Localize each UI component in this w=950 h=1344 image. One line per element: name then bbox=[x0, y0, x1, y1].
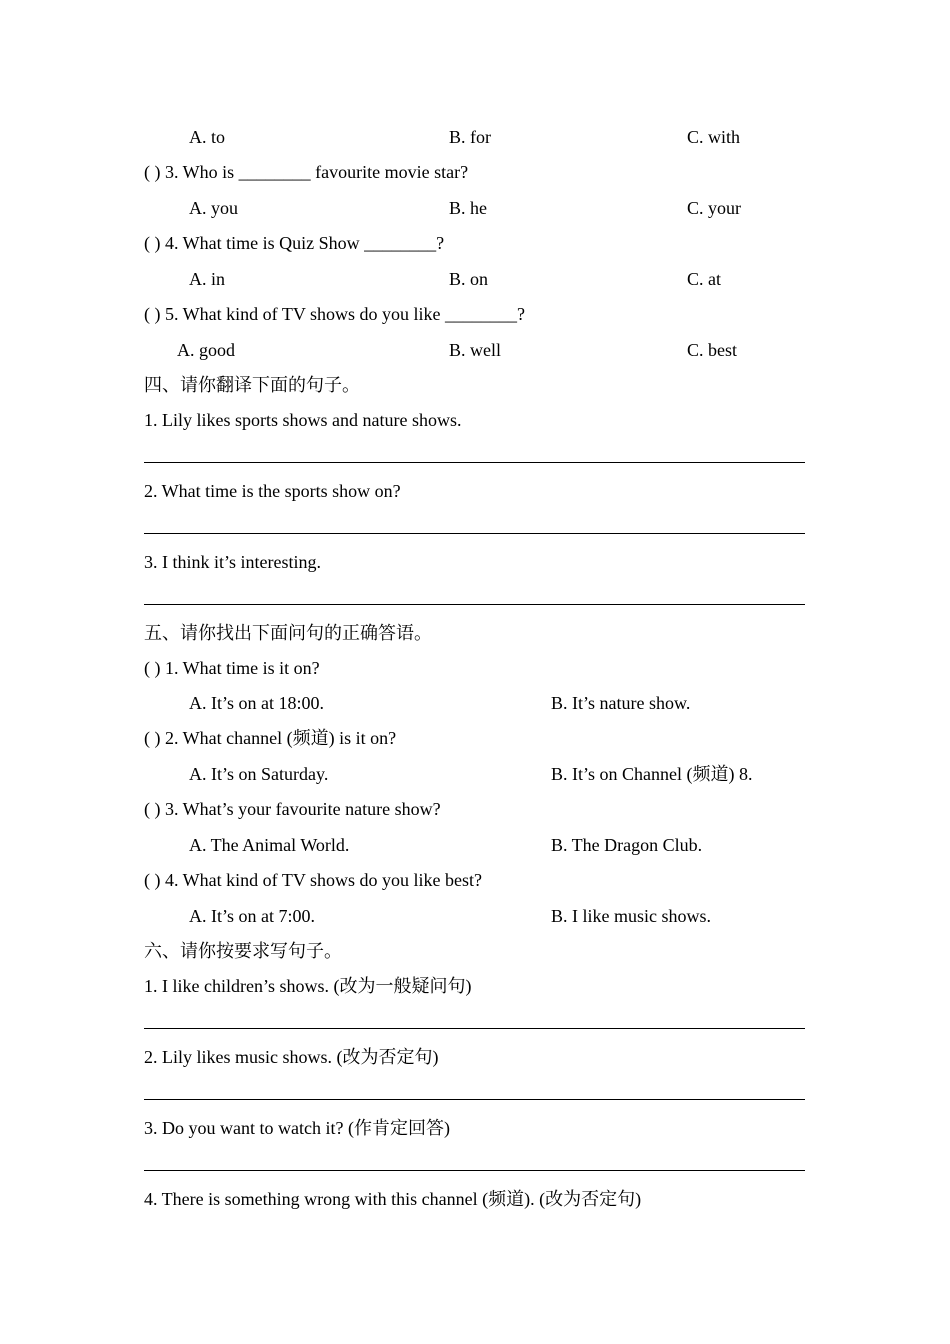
section-5-heading: 五、请你找出下面问句的正确答语。 bbox=[144, 623, 432, 643]
q4-option-b: B. on bbox=[449, 269, 489, 289]
q3-option-b: B. he bbox=[449, 198, 487, 218]
q2-option-a: A. to bbox=[189, 127, 225, 147]
answer-line[interactable] bbox=[144, 1170, 805, 1171]
answer-blank[interactable]: ( ) bbox=[144, 162, 161, 182]
q4-line bbox=[144, 232, 444, 254]
q5-option-b: B. well bbox=[449, 340, 501, 360]
match-1-option-b: B. It’s nature show. bbox=[551, 693, 691, 713]
match-question-4 bbox=[144, 869, 482, 891]
translate-item-3: 3. I think it’s interesting. bbox=[144, 552, 321, 572]
answer-blank[interactable]: ( ) bbox=[144, 728, 161, 748]
question-text: 2. What channel (频道) is it on? bbox=[165, 728, 397, 748]
section-6-heading: 六、请你按要求写句子。 bbox=[144, 941, 342, 961]
translate-item-1: 1. Lily likes sports shows and nature shows. bbox=[144, 410, 462, 430]
q3-line bbox=[144, 161, 468, 183]
rewrite-item-4: 4. There is something wrong with this channel (频道). (改为否定句) bbox=[144, 1189, 642, 1209]
answer-line[interactable] bbox=[144, 1099, 805, 1100]
q4-option-c: C. at bbox=[687, 269, 721, 289]
answer-blank[interactable]: ( ) bbox=[144, 304, 161, 324]
match-3-option-b: B. The Dragon Club. bbox=[551, 835, 703, 855]
q2-option-c: C. with bbox=[687, 127, 741, 147]
rewrite-item-3: 3. Do you want to watch it? (作肯定回答) bbox=[144, 1118, 450, 1138]
q5-line bbox=[144, 303, 525, 325]
match-2-option-a: A. It’s on Saturday. bbox=[189, 764, 329, 784]
q3-option-c: C. your bbox=[687, 198, 741, 218]
match-question-3 bbox=[144, 798, 441, 820]
section-4-heading: 四、请你翻译下面的句子。 bbox=[144, 375, 360, 395]
answer-blank[interactable]: ( ) bbox=[144, 658, 161, 678]
match-question-2 bbox=[144, 727, 396, 749]
q3-text: 3. Who is ________ favourite movie star? bbox=[165, 162, 469, 182]
match-3-option-a: A. The Animal World. bbox=[189, 835, 350, 855]
q4-text: 4. What time is Quiz Show ________? bbox=[165, 233, 445, 253]
rewrite-item-2: 2. Lily likes music shows. (改为否定句) bbox=[144, 1047, 439, 1067]
match-1-option-a: A. It’s on at 18:00. bbox=[189, 693, 324, 713]
q2-option-b: B. for bbox=[449, 127, 491, 147]
q5-option-a: A. good bbox=[177, 340, 235, 360]
question-text: 4. What kind of TV shows do you like best? bbox=[165, 870, 482, 890]
q4-option-a: A. in bbox=[189, 269, 225, 289]
answer-blank[interactable]: ( ) bbox=[144, 233, 161, 253]
answer-line[interactable] bbox=[144, 604, 805, 605]
q3-option-a: A. you bbox=[189, 198, 238, 218]
match-question-1 bbox=[144, 657, 320, 679]
match-4-option-a: A. It’s on at 7:00. bbox=[189, 906, 315, 926]
match-2-option-b: B. It’s on Channel (频道) 8. bbox=[551, 764, 753, 784]
question-text: 1. What time is it on? bbox=[165, 658, 320, 678]
answer-line[interactable] bbox=[144, 1028, 805, 1029]
q5-text: 5. What kind of TV shows do you like ________? bbox=[165, 304, 525, 324]
translate-item-2: 2. What time is the sports show on? bbox=[144, 481, 401, 501]
match-4-option-b: B. I like music shows. bbox=[551, 906, 711, 926]
rewrite-item-1: 1. I like children’s shows. (改为一般疑问句) bbox=[144, 976, 472, 996]
answer-line[interactable] bbox=[144, 462, 805, 463]
q5-option-c: C. best bbox=[687, 340, 738, 360]
answer-blank[interactable]: ( ) bbox=[144, 799, 161, 819]
answer-blank[interactable]: ( ) bbox=[144, 870, 161, 890]
answer-line[interactable] bbox=[144, 533, 805, 534]
question-text: 3. What’s your favourite nature show? bbox=[165, 799, 441, 819]
